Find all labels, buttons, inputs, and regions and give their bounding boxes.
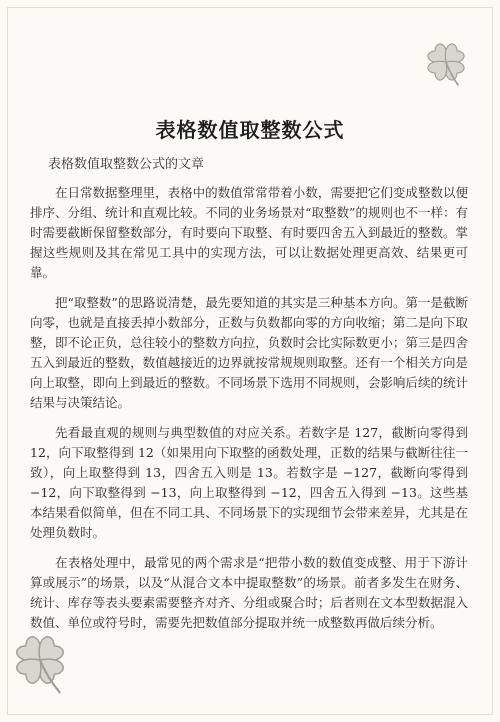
- paragraph: 在日常数据整理里，表格中的数值常常带着小数，需要把它们变成整数以便排序、分组、统计和直观比较。不同的业务场景对“取整数”的规则也不一样：有时需要截断保留整数部分，有时要向下取整、有时要四舍五入到最近的整数。掌握这些规则及其在常见工具中的实现方法，可以让数据处理更高效、结果更可靠。: [30, 185, 468, 280]
- document-title: 表格数值取整数公式: [155, 118, 345, 142]
- document-body: [30, 183, 468, 643]
- document-subtitle: 表格数值取整数公式的文章: [48, 157, 205, 172]
- paragraph: 先看最直观的规则与典型数值的对应关系。若数字是 127，截断向零得到 12，向下取整得到 12（如果用向下取整的函数处理，正数的结果与截断往往一致），向上取整得到 13，四舍五入则是 13。若数字是 −127，截断向零得到 −12，向下取整得到 −13，向上取整得到 −12，四舍五入得到 −13。这些基本结果看似简单，但在不同工具、不同场景下的实现细节会带来差异，尤其是在处理负数时。: [30, 425, 468, 540]
- paragraph: 在表格处理中，最常见的两个需求是“把带小数的数值变成整、用于下游计算或展示”的场景，以及“从混合文本中提取整数”的场景。前者多发生在财务、统计、库存等表头要素需要整齐对齐、分组或聚合时；后者则在文本型数据混入数值、单位或符号时，需要先把数值部分提取并统一成整数再做后续分析。: [30, 555, 468, 630]
- four-leaf-clover-icon: [418, 34, 474, 90]
- paragraph: 把“取整数”的思路说清楚，最先要知道的其实是三种基本方向。第一是截断向零，也就是直接丢掉小数部分，正数与负数都向零的方向收缩；第二是向下取整，即不论正负，总往较小的整数方向拉，负数时会比实际数更小；第三是四舍五入到最近的整数，数值越接近的边界就按常规规则取整。还有一个相关方向是向上取整，即向上到最近的整数。不同场景下选用不同规则，会影响后续的统计结果与决策结论。: [30, 295, 468, 410]
